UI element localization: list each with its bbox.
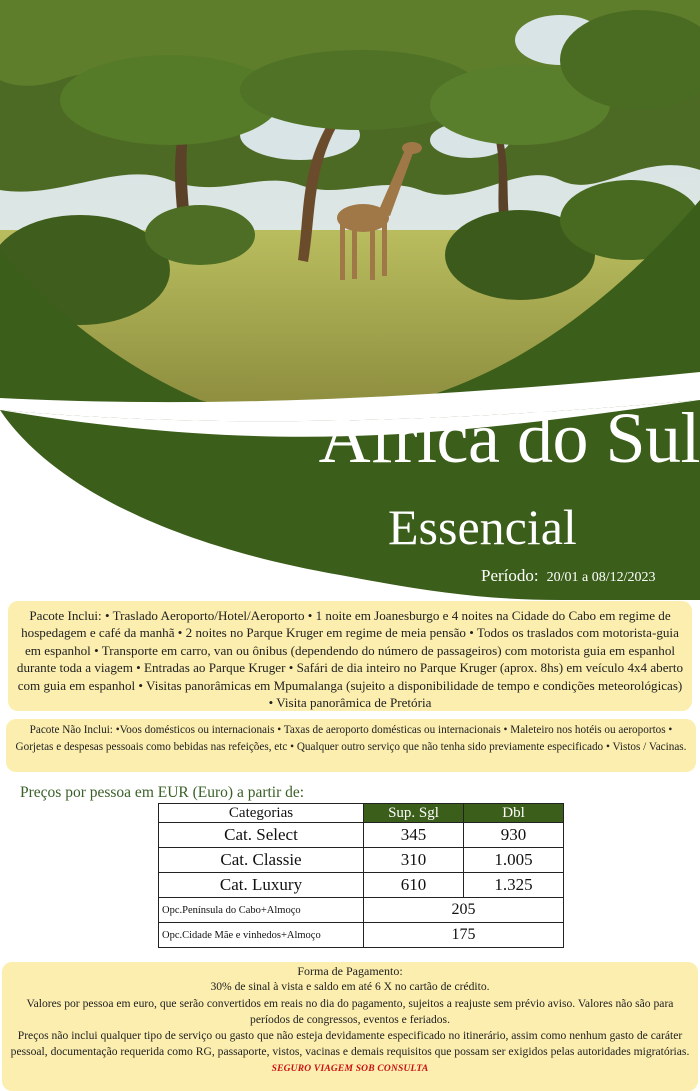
page-title: África do Sul	[318, 398, 700, 478]
price-sgl: 610	[364, 873, 464, 898]
table-row	[159, 873, 564, 898]
table-row	[159, 848, 564, 873]
page-subtitle: Essencial	[388, 499, 577, 555]
includes-box: Pacote Inclui: • Traslado Aeroporto/Hotel/Aeroporto • 1 noite em Joanesburgo e 4 noites na Cidade do Cabo em regime de hospedagem e café da manhã • 2 noites no Parque Kruger em regime de meia pensão • Todos os traslados com motorista-guia em espanhol • Transporte em carro, van ou ônibus (dependendo do número de passageiros) com motorista guia em espanhol durante toda a viagem • Entradas ao Parque Kruger • Safári de dia inteiro no Parque Kruger (aprox. 8hs) em veículo 4x4 aberto com guia em espanhol • Visitas panorâmicas em Mpumalanga (sujeito a disponibilidade de tempo e condições meteorológicas) • Visita panorâmica de Pretória	[8, 601, 692, 711]
price-table	[158, 803, 564, 948]
optional-name: Opc.Cidade Mãe e vinhedos+Almoço	[159, 923, 364, 948]
category-name: Cat. Select	[159, 823, 364, 848]
price-dbl: 1.005	[464, 848, 564, 873]
period-dates: 20/01 a 08/12/2023	[546, 570, 656, 585]
payment-line: Valores por pessoa em euro, que serão convertidos em reais no dia do pagamento, sujeitos a reajuste sem prévio aviso. Valores não são para períodos de congressos, eventos e feriados.	[26, 996, 674, 1026]
price-dbl: 930	[464, 823, 564, 848]
period	[481, 566, 656, 586]
price-dbl: 1.325	[464, 873, 564, 898]
table-row	[159, 823, 564, 848]
prices-label: Preços por pessoa em EUR (Euro) a partir de:	[20, 784, 305, 801]
price-sgl: 345	[364, 823, 464, 848]
optional-row	[159, 923, 564, 948]
optional-price: 205	[364, 898, 564, 923]
period-label: Período:	[481, 566, 539, 585]
header-sgl: Sup. Sgl	[364, 804, 464, 823]
header-category: Categorias	[159, 804, 364, 823]
header-dbl: Dbl	[464, 804, 564, 823]
category-name: Cat. Luxury	[159, 873, 364, 898]
insurance-note: SEGURO VIAGEM SOB CONSULTA	[271, 1063, 429, 1074]
payment-title: Forma de Pagamento:	[297, 964, 403, 978]
price-sgl: 310	[364, 848, 464, 873]
payment-line: 30% de sinal à vista e saldo em até 6 X no cartão de crédito.	[210, 980, 490, 994]
optional-row	[159, 898, 564, 923]
excludes-box: Pacote Não Inclui: •Voos domésticos ou internacionais • Taxas de aeroporto domésticas ou internacionais • Maleteiro nos hotéis ou aeroportos • Gorjetas e despesas pessoais como bebidas nas refeições, etc • Qualquer outro serviço que não tenha sido previamente especificado • Vistos / Vacinas.	[6, 719, 696, 772]
payment-line: Preços não inclui qualquer tipo de serviço ou gasto que não esteja devidamente especificado no itinerário, assim como nenhum gasto de caráter pessoal, documentação requerida como RG, passaporte, vistos, vacinas e demais requisitos que possam ser exigidos pelas autoridades migratórias.	[10, 1029, 690, 1059]
optional-name: Opc.Península do Cabo+Almoço	[159, 898, 364, 923]
optional-price: 175	[364, 923, 564, 948]
price-table-header	[159, 804, 564, 823]
category-name: Cat. Classie	[159, 848, 364, 873]
payment-box	[2, 962, 698, 1091]
